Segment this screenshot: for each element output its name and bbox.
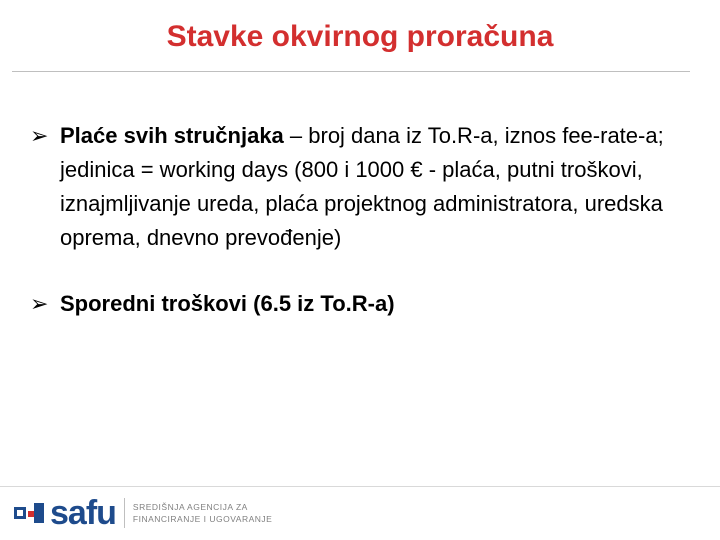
arrow-bullet-icon: ➢ bbox=[30, 291, 49, 316]
footer-divider bbox=[0, 486, 720, 487]
bullet-bold-text: Sporedni troškovi (6.5 iz To.R-a) bbox=[60, 291, 395, 316]
logo-divider bbox=[124, 498, 125, 528]
safu-logo bbox=[14, 495, 272, 531]
title-divider bbox=[12, 71, 690, 72]
safu-logo-mark-icon bbox=[14, 501, 44, 525]
bullet-bold-text: Plaće svih stručnjaka bbox=[60, 123, 284, 148]
bullet-text: – broj dana iz To.R-a, iznos fee-rate-a; jedinica = working days (800 i 1000 € - plaća, putni troškovi, iznajmljivanje ureda, plaća projektnog administratora, uredska oprema, dnevno prevođenje) bbox=[60, 123, 664, 250]
arrow-bullet-icon: ➢ bbox=[30, 123, 49, 148]
bullet-item-salaries bbox=[30, 119, 690, 255]
bullet-list bbox=[30, 119, 690, 321]
slide-title: Stavke okvirnog proračuna bbox=[166, 20, 554, 53]
agency-name bbox=[133, 501, 272, 525]
agency-name-line1: SREDIŠNJA AGENCIJA ZA bbox=[132, 502, 248, 512]
logo-wordmark: safu bbox=[50, 494, 116, 532]
agency-name-line2: FINANCIRANJE I UGOVARANJE bbox=[132, 514, 273, 524]
bullet-item-side-costs bbox=[30, 287, 690, 321]
